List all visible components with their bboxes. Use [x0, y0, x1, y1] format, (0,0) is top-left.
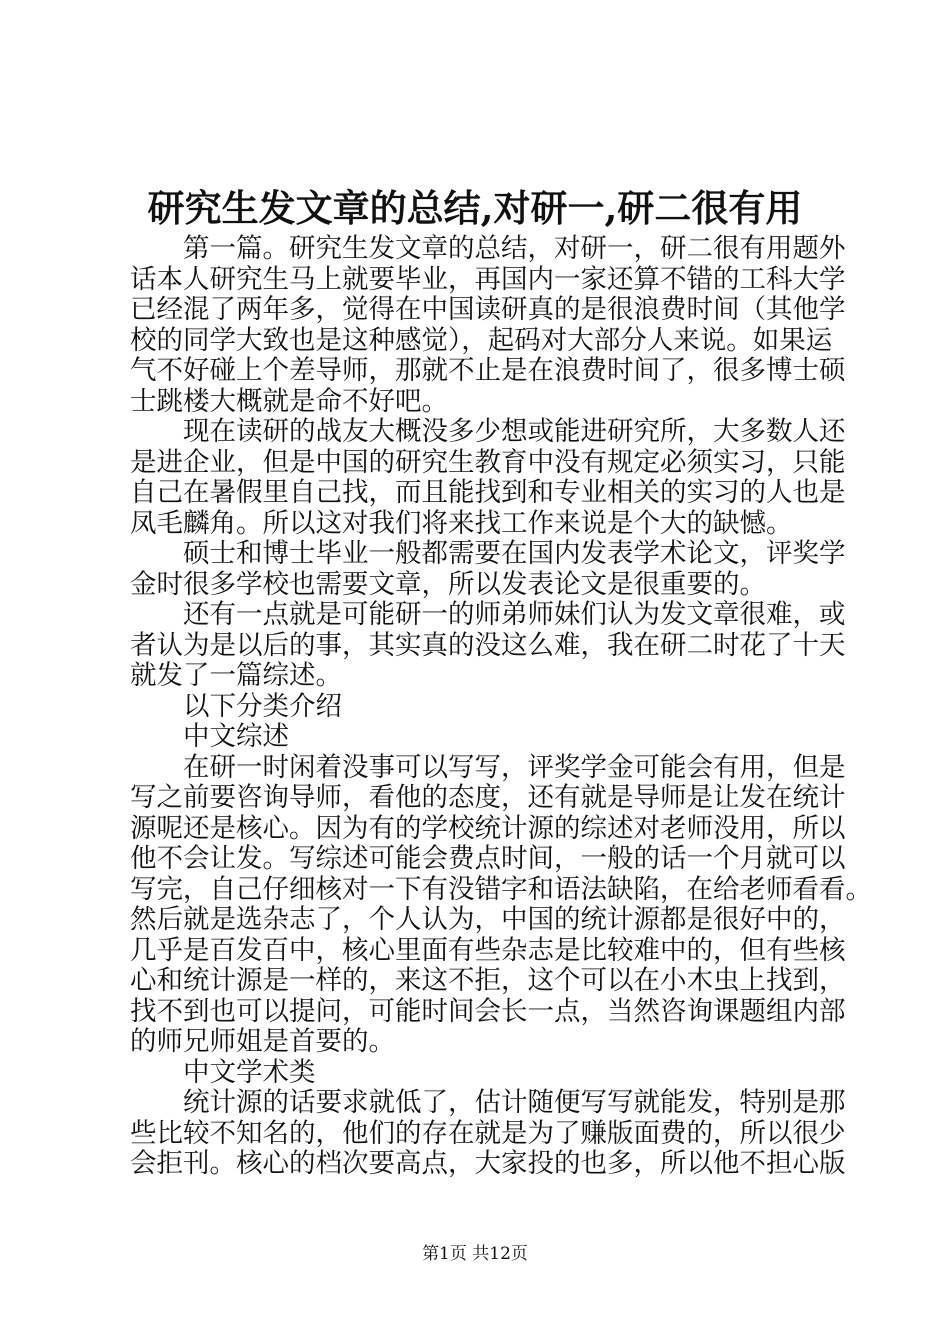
text-line: 写完，自己仔细核对一下有没错字和语法缺陷，在给老师看看。	[130, 873, 872, 905]
page-footer: 第1页 共12页	[422, 1244, 528, 1264]
text-line: 就发了一篇综述。	[130, 660, 342, 691]
text-line: 现在读研的战友大概没多少想或能进研究所，大多数人还	[130, 416, 846, 447]
text-line: 在研一时闲着没事可以写写，评奖学金可能会有用，但是	[130, 751, 846, 783]
text-line: 中文学术类	[130, 1056, 316, 1088]
text-line: 他不会让发。写综述可能会费点时间，一般的话一个月就可以	[130, 843, 846, 874]
text-line: 还有一点就是可能研一的师弟师妹们认为发文章很难，或	[130, 599, 846, 630]
text-line: 统计源的话要求就低了，估计随便写写就能发，特别是那	[130, 1087, 846, 1118]
text-line: 是进企业，但是中国的研究生教育中没有规定必须实习，只能	[130, 446, 846, 478]
text-line: 几乎是百发百中，核心里面有些杂志是比较难中的，但有些核	[130, 934, 846, 966]
text-line: 气不好碰上个差导师，那就不止是在浪费时间了，很多博士硕	[130, 355, 846, 386]
text-line: 心和统计源是一样的，来这不拒，这个可以在小木虫上找到，	[130, 965, 846, 996]
text-line: 第一篇。研究生发文章的总结，对研一，研二很有用题外	[130, 233, 846, 264]
text-line: 会拒刊。核心的档次要高点，大家投的也多，所以他不担心版	[130, 1148, 846, 1179]
text-line: 的师兄师姐是首要的。	[130, 1026, 395, 1057]
text-line: 话本人研究生马上就要毕业，再国内一家还算不错的工科大学	[130, 263, 846, 295]
text-line: 以下分类介绍	[130, 690, 342, 722]
text-line: 自己在暑假里自己找，而且能找到和专业相关的实习的人也是	[130, 477, 846, 508]
text-line: 找不到也可以提问，可能时间会长一点，当然咨询课题组内部	[130, 995, 846, 1027]
document-body	[130, 233, 872, 1180]
text-line: 已经混了两年多，觉得在中国读研真的是很浪费时间（其他学	[130, 294, 846, 325]
text-line: 写之前要咨询导师，看他的态度，还有就是导师是让发在统计	[130, 782, 846, 813]
text-line: 硕士和博士毕业一般都需要在国内发表学术论文，评奖学	[130, 538, 846, 569]
text-line: 金时很多学校也需要文章，所以发表论文是很重要的。	[130, 568, 766, 600]
text-line: 士跳楼大概就是命不好吧。	[130, 385, 448, 417]
text-line: 源呢还是核心。因为有的学校统计源的综述对老师没用，所以	[130, 812, 846, 844]
text-line: 中文综述	[130, 721, 289, 752]
document-title: 研究生发文章的总结,对研一,研二很有用	[147, 186, 803, 230]
text-line: 些比较不知名的，他们的存在就是为了赚版面费的，所以很少	[130, 1117, 846, 1149]
text-line: 然后就是选杂志了，个人认为，中国的统计源都是很好中的，	[130, 904, 846, 935]
text-line: 校的同学大致也是这种感觉），起码对大部分人来说。如果运	[130, 324, 833, 356]
text-line: 者认为是以后的事，其实真的没这么难，我在研二时花了十天	[130, 629, 846, 661]
text-line: 凤毛麟角。所以这对我们将来找工作来说是个大的缺憾。	[130, 507, 793, 539]
